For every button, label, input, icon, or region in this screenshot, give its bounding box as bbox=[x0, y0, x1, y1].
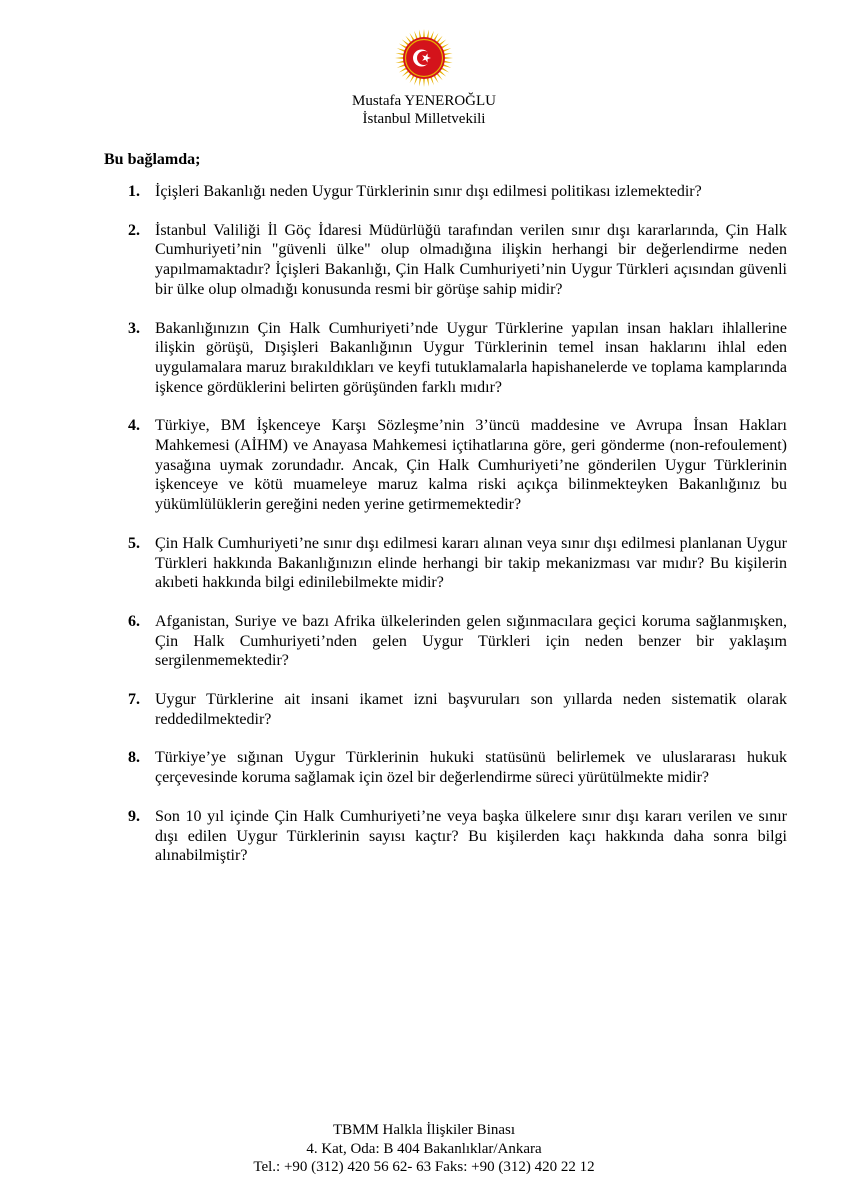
footer-office: 4. Kat, Oda: B 404 Bakanlıklar/Ankara bbox=[306, 1140, 542, 1157]
question-item bbox=[128, 690, 787, 729]
footer-contact: Tel.: +90 (312) 420 56 62- 63 Faks: +90 (312) 420 22 12 bbox=[253, 1159, 595, 1175]
question-number: 4. bbox=[128, 417, 140, 435]
question-item bbox=[128, 182, 787, 202]
question-text: Türkiye’ye sığınan Uygur Türklerinin hukuki statüsünü belirlemek ve uluslararası hukuk çerçevesinde koruma sağlamak için özel bir değerlendirme süreci yürütülmekte midir? bbox=[155, 749, 787, 787]
question-item bbox=[128, 221, 787, 300]
question-text: Çin Halk Cumhuriyeti’ne sınır dışı edilmesi kararı alınan veya sınır dışı edilmesi planlanan Uygur Türkleri hakkında Bakanlığınızın elinde herhangi bir takip mekanizması var mıdır? Bu kişilerin akıbeti hakkında bilgi edinilebilmekte midir? bbox=[155, 534, 787, 592]
question-item bbox=[128, 748, 787, 787]
question-text: İstanbul Valiliği İl Göç İdaresi Müdürlüğü tarafından verilen sınır dışı kararlarında, Çin Halk Cumhuriyeti’nin "güvenli ülke" olup olmadığına ilişkin herhangi bir değerlendirme neden yapılmamaktadır? İçişleri Bakanlığı, Çin Halk Cumhuriyeti’nin Uygur Türkleri açısından güvenli bir ülke olup olmadığı konusunda resmi bir görüşe sahip midir? bbox=[155, 221, 787, 298]
tbmm-emblem-icon bbox=[394, 28, 454, 88]
question-text: Afganistan, Suriye ve bazı Afrika ülkelerinden gelen sığınmacılara geçici koruma sağlanmışken, Çin Halk Cumhuriyeti’nden gelen Uygur Türkleri için neden benzer bir yaklaşım sergilenmemektedir? bbox=[155, 612, 787, 670]
letterhead bbox=[0, 28, 848, 128]
question-number: 1. bbox=[128, 183, 140, 200]
question-item bbox=[128, 612, 787, 671]
question-number: 2. bbox=[128, 221, 140, 239]
mp-title: İstanbul Milletvekili bbox=[362, 111, 486, 127]
intro-heading: Bu bağlamda; bbox=[104, 151, 201, 168]
question-number: 8. bbox=[128, 749, 140, 767]
question-number: 5. bbox=[128, 534, 140, 552]
footer-building: TBMM Halkla İlişkiler Binası bbox=[332, 1122, 516, 1138]
question-text: Bakanlığınızın Çin Halk Cumhuriyeti’nde Uygur Türklerine yapılan insan hakları ihlallerine ilişkin görüşü, Dışişleri Bakanlığının Uygur Türklerinin temel insan haklarını ihlal eden uygulamalara maruz bırakıldıkları ve keyfi tutuklamalarla hapishanelerde ve toplama kamplarında işkence gördüklerini belirten görüşünden farklı mıdır? bbox=[155, 319, 787, 396]
question-number: 7. bbox=[128, 691, 140, 709]
question-item bbox=[128, 807, 787, 866]
question-item bbox=[128, 534, 787, 593]
question-item bbox=[128, 416, 787, 515]
question-text: Türkiye, BM İşkenceye Karşı Sözleşme’nin 3’üncü maddesine ve Avrupa İnsan Hakları Mahkemesi (AİHM) ve Anayasa Mahkemesi içtihatlarına göre, geri gönderme (non-refoulement) yasağına uymak zorundadır. Ancak, Çin Halk Cumhuriyeti’ne gönderilen Uygur Türklerinin işkenceye ve kötü muameleye maruz kalma riski açıkça bilinmekteyken Bakanlığınız bu yükümlülüklerin gereğini neden yerine getirmemektedir? bbox=[155, 417, 787, 514]
footer-address bbox=[0, 1121, 848, 1177]
question-text: İçişleri Bakanlığı neden Uygur Türklerinin sınır dışı edilmesi politikası izlemektedir? bbox=[155, 183, 702, 200]
question-text: Uygur Türklerine ait insani ikamet izni başvuruları son yıllarda neden sistematik olarak reddedilmektedir? bbox=[155, 691, 787, 728]
question-number: 6. bbox=[128, 612, 140, 630]
mp-name: Mustafa YENEROĞLU bbox=[351, 93, 496, 109]
question-number: 9. bbox=[128, 807, 140, 825]
question-list bbox=[128, 182, 787, 885]
question-item bbox=[128, 319, 787, 398]
question-text: Son 10 yıl içinde Çin Halk Cumhuriyeti’ne veya başka ülkelere sınır dışı kararı verilen ve sınır dışı edilen Uygur Türklerinin sayısı kaçtır? Bu kişilerden kaçı hakkında daha sonra bilgi alınabilmiştir? bbox=[155, 807, 787, 865]
question-number: 3. bbox=[128, 319, 140, 337]
